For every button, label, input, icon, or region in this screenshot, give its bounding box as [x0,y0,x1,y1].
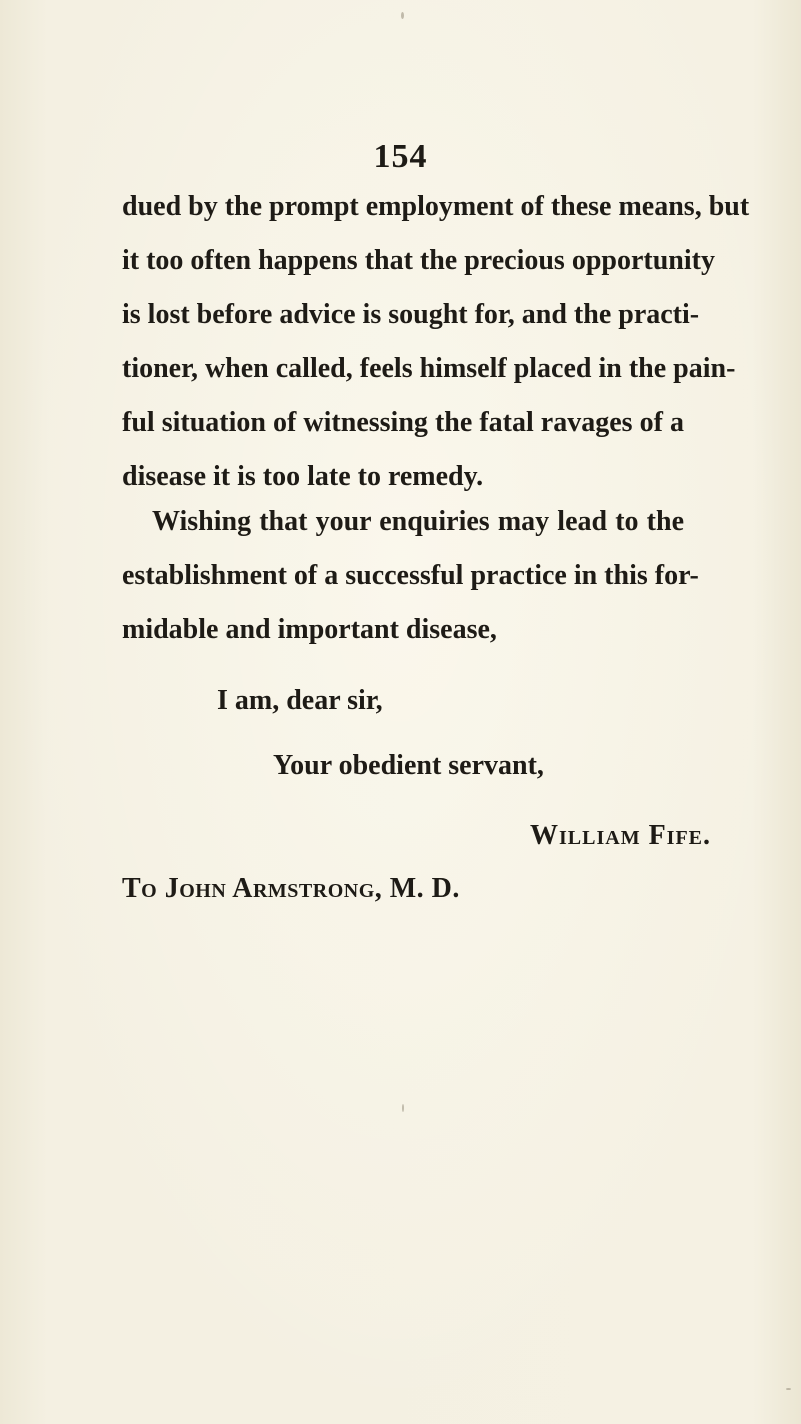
text-line: ful situation of witnessing the fatal ravages of a [122,407,684,438]
paragraph-1 [122,180,750,504]
paper-speck [786,1388,791,1390]
text-line: is lost before advice is sought for, and the practi- [122,299,700,330]
page-number: 154 [373,138,428,175]
text-line: disease it is too late to remedy. [122,461,484,492]
paragraph-2 [122,495,699,657]
addressee: To John Armstrong, M. D. [122,873,460,904]
text-line: Wishing that your enquiries may lead to the [152,506,684,537]
text-line: tioner, when called, feels himself placed in the pain- [122,353,736,384]
closing-valediction: Your obedient servant, [273,750,544,781]
text-line: establishment of a successful practice in this for- [122,560,699,591]
paper-speck [401,12,404,19]
text-line: midable and important disease, [122,614,497,645]
closing-salutation: I am, dear sir, [217,685,383,716]
text-line: dued by the prompt employment of these means, but [122,191,750,222]
paper-speck [402,1104,404,1112]
signature: William Fife. [530,820,712,851]
text-line: it too often happens that the precious opportunity [122,245,715,276]
